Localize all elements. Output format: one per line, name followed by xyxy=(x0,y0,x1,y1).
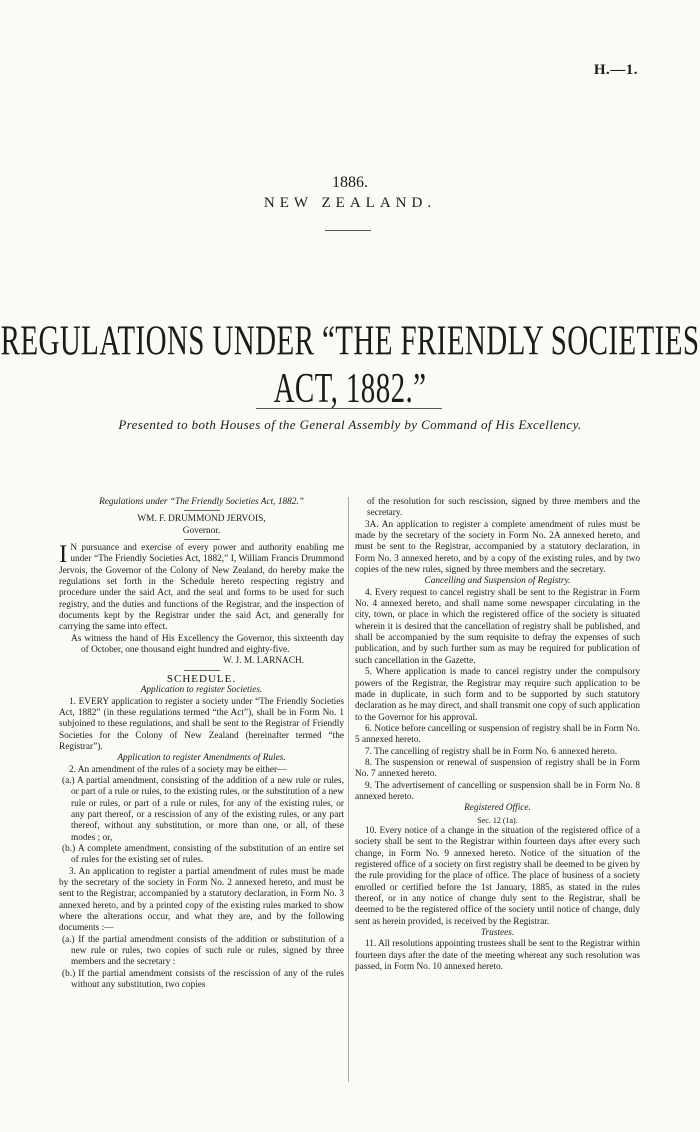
clause-5: 5. Where application is made to cancel registry under the compulsory powers of the Registrar, the Registrar may require such application to be made in duplicate, in such form and to be supported by such statutory declaration as he may direct, and shall transmit one copy of such application to the Governor for his approval. xyxy=(355,667,640,723)
clause-1: 1. EVERY application to register a society under “The Friendly Societies Act, 1882” (in these regulations termed “the Act”), shall be in Form No. 1 subjoined to these regulations, and shall be sent to the Registrar of Friendly Societies for the Colony of New Zealand (hereinafter termed “the Registrar”). xyxy=(59,696,344,752)
clause-3A: 3A. An application to register a complete amendment of rules must be made by the secretary of the society in Form No. 2A annexed hereto, and must be sent to the Registrar, accompanied by a statutory declaration, in Form No. 3 annexed hereto, and by a copy of the existing rules, and by two copies of the new rules, signed by three members and the secretary. xyxy=(355,519,640,576)
schedule-heading: SCHEDULE. xyxy=(166,672,237,685)
left-column xyxy=(59,497,344,991)
title-divider xyxy=(256,408,442,409)
rule xyxy=(184,670,220,671)
clause-8: 8. The suspension or renewal of suspension of registry shall be in Form No. 7 annexed hereto. xyxy=(355,757,640,780)
section-heading: Cancelling and Suspension of Registry. xyxy=(424,576,571,587)
column-divider xyxy=(348,497,349,1082)
rule xyxy=(184,510,220,511)
clause-3b-continued: of the resolution for such rescission, signed by three members and the secretary. xyxy=(367,497,640,519)
drop-cap: I xyxy=(59,541,68,569)
clause-2a: (a.) A partial amendment, consisting of the addition of a new rule or rules, or part of a rule or rules, to the existing rules, or the substitution of a new rule or rules, or part of a rule or rules, for any of the existing rules, or any part thereof, or a rescission of any of the existing rules, or any part thereof, without any substitution, or more than one, or all, of these modes ; or, xyxy=(62,775,344,843)
clause-3: 3. An application to register a partial amendment of rules must be made by the secretary of the society in Form No. 2 annexed hereto, and must be sent to the Registrar, accompanied by a statutory declaration, in Form No. 3 annexed hereto, and by a printed copy of the existing rules marked to show where the alterations occur, and what they are, and by the following documents :— xyxy=(59,866,344,934)
clause-6: 6. Notice before cancelling or suspension of registry shall be in Form No. 5 annexed hereto. xyxy=(355,723,640,746)
right-column xyxy=(355,497,640,973)
clause-11: 11. All resolutions appointing trustees shall be sent to the Registrar within fourteen days after the date of the meeting whereat any such resolution was passed, in Form No. 10 annexed hereto. xyxy=(355,939,640,973)
presented-note: Presented to both Houses of the General Assembly by Command of His Excellency. xyxy=(118,417,582,432)
running-title: Regulations under “The Friendly Societies Act, 1882.” xyxy=(99,497,304,507)
section-heading: Application to register Amendments of Rules. xyxy=(117,753,286,764)
clause-10: 10. Every notice of a change in the situation of the registered office of a society shall be sent to the Registrar within fourteen days after every such change, in Form No. 9 annexed hereto. Notice of the situation of the registered office of a society on first registry shall be deemed to be given by the rule providing for the place of office. The place of business of a society enrolled or certified before the 1st January, 1885, as stated in the rules thereof, or in any notice of change duly sent to the Registrar, shall be deemed to be the registered office of the society until notice of change, duly sent as herein provided, is received by the Registrar. xyxy=(355,825,640,927)
header-divider xyxy=(325,230,371,231)
clause-3b: (b.) If the partial amendment consists of the rescission of any of the rules without any substitution, two copies xyxy=(62,968,344,991)
clause-3a: (a.) If the partial amendment consists of the addition or substitution of a new rule or rules, two copies of such rule or rules, signed by three members and the secretary : xyxy=(62,934,344,968)
section-heading: Trustees. xyxy=(480,928,515,939)
publication-year: 1886. xyxy=(332,174,368,191)
clause-2b: (b.) A complete amendment, consisting of the substitution of an entire set of rules for the existing set of rules. xyxy=(62,843,344,866)
document-title: REGULATIONS UNDER “THE FRIENDLY SOCIETIES ACT, 1882.” xyxy=(0,318,700,413)
governor-role: Governor. xyxy=(182,525,221,536)
clause-7: 7. The cancelling of registry shall be in Form No. 6 annexed hereto. xyxy=(365,746,618,757)
witness-clause: As witness the hand of His Excellency the Governor, this sixteenth day of October, one thousand eight hundred and eighty-five. xyxy=(71,633,344,656)
page-reference: H.—1. xyxy=(593,62,638,78)
signatory: W. J. M. LARNACH. xyxy=(222,656,304,667)
clause-4: 4. Every request to cancel registry shall be sent to the Registrar in Form No. 4 annexed hereto, and shall name some newspaper circulating in the city, town, or place in which the registered office of the society is situated wherein it is desired that the cancellation of registry shall be published, and shall be accompanied by the sum requisite to defray the expenses of such publication, and by such further sum as may be required for publication of such cancellation in the Gazette. xyxy=(355,587,640,666)
clause-9: 9. The advertisement of cancelling or suspension shall be in Form No. 8 annexed hereto. xyxy=(355,780,640,802)
section-reference: Sec. 12 (1a). xyxy=(477,815,518,825)
rule xyxy=(184,539,220,540)
intro-paragraph xyxy=(59,543,344,634)
intro-text: N pursuance and exercise of every power and authority enabling me under “The Friendly Societies Act, 1882,” I, William Francis Drummond Jervois, the Governor of the Colony of New Zealand, do hereby make the regulations set forth in the Schedule hereto respecting registry and procedure under the said Act, and the seal and forms to be used for such registry, and the duties and functions of the Registrar, and the inspection of documents kept by the Registrar under the said Act, and generally for carrying the same into effect. xyxy=(59,543,344,633)
section-heading: Registered Office. xyxy=(464,803,531,814)
clause-2: 2. An amendment of the rules of a society may be either— xyxy=(69,764,287,775)
governor-name: WM. F. DRUMMOND JERVOIS, xyxy=(137,514,266,525)
section-heading: Application to register Societies. xyxy=(140,685,263,696)
country-heading: NEW ZEALAND. xyxy=(263,195,437,211)
